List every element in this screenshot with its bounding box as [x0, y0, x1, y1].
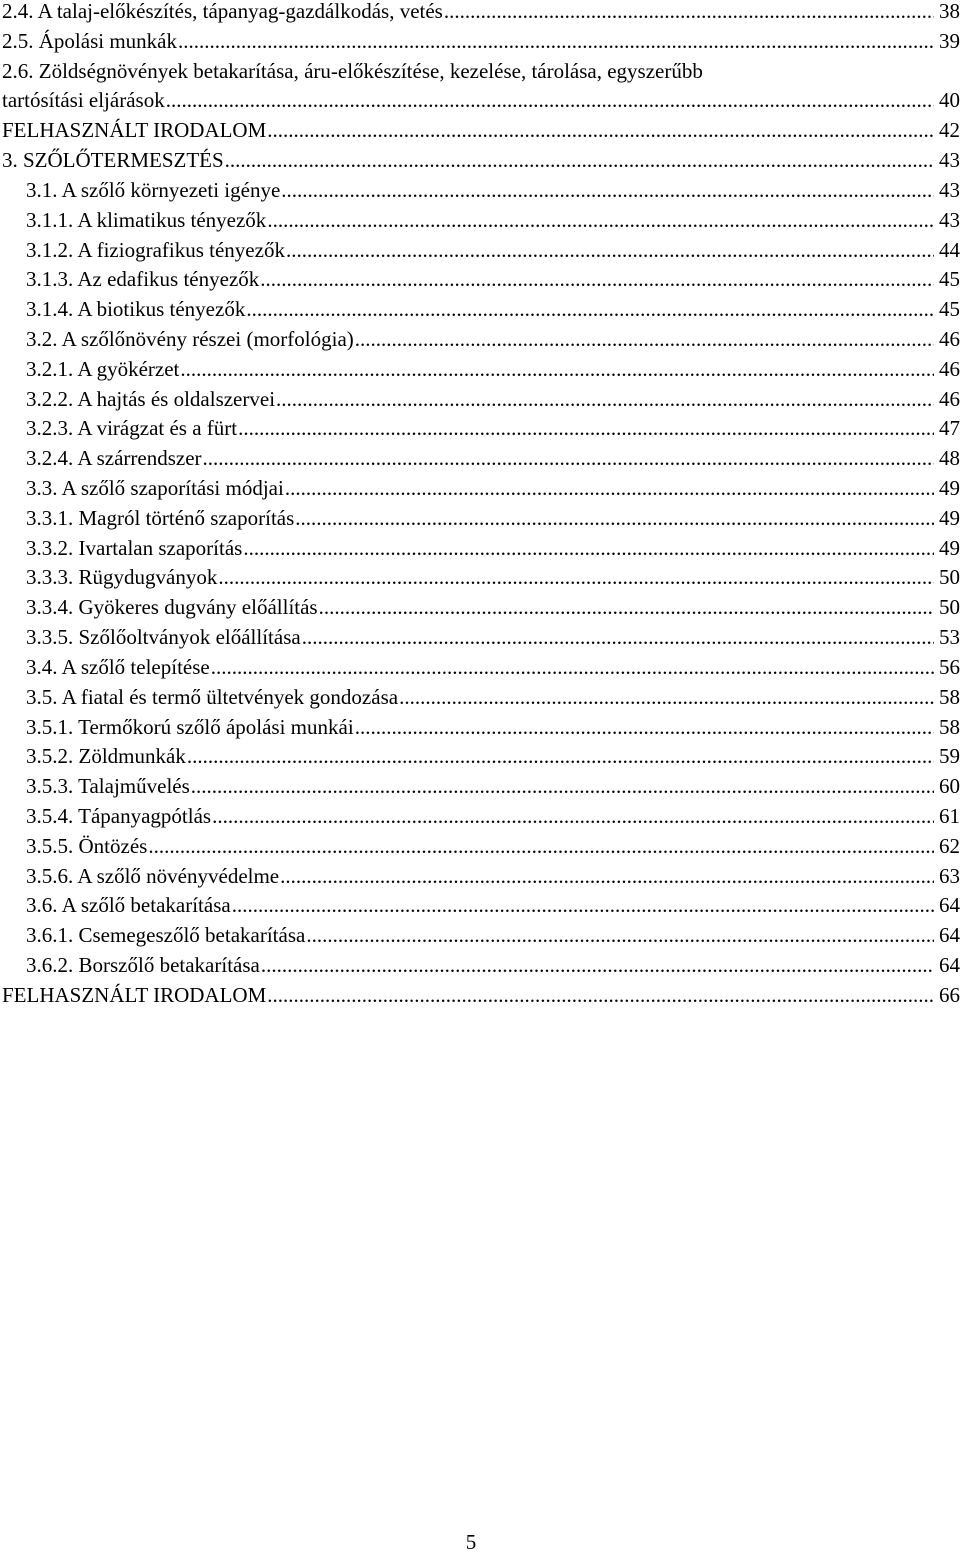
toc-entry-page: 62	[939, 833, 960, 858]
toc-entry-title: 3.1.1. A klimatikus tényezők	[26, 207, 267, 232]
dot-leader	[212, 802, 934, 832]
toc-entry[interactable]	[2, 146, 960, 176]
toc-entry-page: 47	[939, 416, 960, 441]
table-of-contents	[2, 0, 960, 1011]
toc-entry-title: 3.2.1. A gyökérzet	[26, 356, 180, 381]
toc-entry-title: 3.5. A fiatal és termő ültetvények gondozása	[26, 684, 399, 709]
toc-entry-page: 66	[939, 982, 960, 1007]
toc-entry[interactable]	[2, 355, 960, 385]
dot-leader	[444, 0, 934, 27]
toc-entry-title: 3.2.3. A virágzat és a fürt	[26, 416, 238, 441]
toc-entry-title: 3.3.3. Rügydugványok	[26, 565, 218, 590]
toc-entry-title: 2.5. Ápolási munkák	[2, 28, 177, 53]
toc-entry-title: 3.2. A szőlőnövény részei (morfológia)	[26, 326, 354, 351]
dot-leader	[355, 713, 934, 743]
toc-entry[interactable]	[2, 206, 960, 236]
toc-entry-title: 3.2.2. A hajtás és oldalszervei	[26, 386, 276, 411]
toc-entry[interactable]	[2, 504, 960, 534]
toc-entry-page: 45	[939, 297, 960, 322]
toc-entry-title: 3.6.2. Borszőlő betakarítása	[26, 953, 260, 977]
dot-leader	[286, 236, 934, 266]
dot-leader	[225, 146, 934, 176]
toc-entry-page: 64	[939, 923, 960, 948]
dot-leader	[306, 921, 934, 951]
dot-leader	[187, 742, 934, 772]
toc-entry-page: 49	[939, 535, 960, 560]
toc-entry[interactable]	[2, 0, 960, 27]
toc-entry[interactable]	[2, 116, 960, 146]
toc-entry-page: 45	[939, 267, 960, 292]
toc-entry-title: 3.3.2. Ivartalan szaporítás	[26, 535, 243, 560]
toc-entry[interactable]	[2, 176, 960, 206]
dot-leader	[319, 593, 934, 623]
toc-entry[interactable]	[2, 921, 960, 951]
toc-entry-title: 3. SZŐLŐTERMESZTÉS	[2, 148, 224, 173]
dot-leader	[267, 981, 934, 1011]
toc-entry[interactable]	[2, 414, 960, 444]
toc-entry-title: 3.3.4. Gyökeres dugvány előállítás	[26, 595, 318, 620]
dot-leader	[399, 683, 934, 713]
toc-entry-title: 3.5.3. Talajművelés	[26, 774, 190, 799]
toc-entry[interactable]	[2, 653, 960, 683]
dot-leader	[355, 325, 934, 355]
dot-leader	[178, 27, 934, 57]
toc-entry-page: 56	[939, 654, 960, 679]
toc-entry-page: 40	[939, 88, 960, 113]
toc-entry[interactable]	[2, 474, 960, 504]
toc-entry-page: 60	[939, 774, 960, 799]
dot-leader	[148, 832, 934, 862]
toc-entry[interactable]	[2, 236, 960, 266]
dot-leader	[260, 265, 934, 295]
toc-entry[interactable]	[2, 563, 960, 593]
dot-leader	[281, 176, 934, 206]
toc-entry-page: 42	[939, 118, 960, 143]
toc-entry-title: 3.1.2. A fiziografikus tényezők	[26, 237, 285, 262]
toc-entry-page: 39	[939, 28, 960, 53]
toc-entry[interactable]	[2, 534, 960, 564]
toc-entry[interactable]	[2, 891, 960, 921]
toc-entry-title: 3.5.6. A szőlő növényvédelme	[26, 863, 280, 888]
toc-entry-page: 61	[939, 803, 960, 828]
toc-entry[interactable]	[2, 772, 960, 802]
page-number: 5	[465, 1530, 477, 1554]
toc-entry-title: 3.4. A szőlő telepítése	[26, 654, 210, 679]
toc-entry-title: tartósítási eljárások	[2, 88, 165, 113]
toc-entry[interactable]	[2, 862, 960, 892]
toc-entry-page: 64	[939, 893, 960, 918]
dot-leader	[243, 534, 934, 564]
toc-entry-page: 49	[939, 476, 960, 500]
toc-entry-page: 59	[939, 744, 960, 769]
toc-entry[interactable]	[2, 444, 960, 474]
toc-entry-title: 3.6. A szőlő betakarítása	[26, 893, 231, 918]
toc-entry[interactable]	[2, 623, 960, 653]
toc-entry-title: 3.3.1. Magról történő szaporítás	[26, 505, 295, 530]
dot-leader	[295, 504, 934, 534]
toc-entry[interactable]	[2, 742, 960, 772]
dot-leader	[180, 355, 934, 385]
toc-entry-title: 3.5.2. Zöldmunkák	[26, 744, 186, 769]
dot-leader	[218, 563, 934, 593]
dot-leader	[302, 623, 934, 653]
toc-entry[interactable]	[2, 385, 960, 415]
toc-entry-page: 64	[939, 953, 960, 977]
toc-entry-title: 2.4. A talaj-előkészítés, tápanyag-gazdálkodás, vetés	[2, 0, 443, 23]
toc-entry[interactable]	[2, 295, 960, 325]
toc-entry-page: 46	[939, 356, 960, 381]
toc-entry[interactable]	[2, 713, 960, 743]
toc-entry-title: 3.1. A szőlő környezeti igénye	[26, 177, 281, 202]
toc-entry[interactable]	[2, 27, 960, 57]
toc-entry-page: 53	[939, 625, 960, 650]
dot-leader	[285, 474, 934, 504]
dot-leader	[267, 206, 934, 236]
toc-entry-page: 58	[939, 684, 960, 709]
dot-leader	[238, 414, 934, 444]
toc-entry-title: FELHASZNÁLT IRODALOM	[2, 118, 267, 143]
toc-entry-page: 49	[939, 505, 960, 530]
toc-entry-title: 3.1.3. Az edafikus tényezők	[26, 267, 260, 292]
toc-entry-title: FELHASZNÁLT IRODALOM	[2, 982, 267, 1007]
toc-entry-title-line: 2.6. Zöldségnövények betakarítása, áru-előkészítése, kezelése, tárolása, egyszerűbb	[2, 58, 703, 83]
toc-entry-page: 38	[939, 0, 960, 23]
toc-entry-title: 3.1.4. A biotikus tényezők	[26, 297, 246, 322]
dot-leader	[191, 772, 934, 802]
toc-entry-title: 3.5.4. Tápanyagpótlás	[26, 803, 212, 828]
toc-entry-page: 43	[939, 207, 960, 232]
dot-leader	[280, 862, 934, 892]
toc-entry-title: 3.5.5. Öntözés	[26, 833, 148, 858]
toc-entry-page: 50	[939, 595, 960, 620]
toc-entry[interactable]	[2, 951, 960, 981]
dot-leader	[267, 116, 934, 146]
dot-leader	[276, 385, 934, 415]
toc-entry-title: 3.3. A szőlő szaporítási módjai	[26, 476, 284, 500]
toc-entry-page: 43	[939, 148, 960, 173]
dot-leader	[211, 653, 934, 683]
toc-entry[interactable]	[2, 86, 960, 116]
dot-leader	[261, 951, 934, 981]
toc-entry[interactable]	[2, 265, 960, 295]
toc-entry[interactable]	[2, 593, 960, 623]
toc-entry-page: 63	[939, 863, 960, 888]
toc-entry-title: 3.2.4. A szárrendszer	[26, 446, 202, 471]
toc-entry-page: 43	[939, 177, 960, 202]
toc-entry[interactable]	[2, 981, 960, 1011]
toc-entry[interactable]	[2, 832, 960, 862]
toc-entry-page: 46	[939, 326, 960, 351]
dot-leader	[232, 891, 934, 921]
dot-leader	[166, 86, 934, 116]
toc-entry-title: 3.3.5. Szőlőoltványok előállítása	[26, 625, 301, 650]
toc-entry[interactable]	[2, 325, 960, 355]
dot-leader	[203, 444, 934, 474]
toc-entry-page: 48	[939, 446, 960, 471]
toc-entry-page: 44	[939, 237, 960, 262]
toc-entry-title: 3.6.1. Csemegeszőlő betakarítása	[26, 923, 306, 948]
toc-entry[interactable]	[2, 802, 960, 832]
dot-leader	[246, 295, 934, 325]
toc-entry-page: 50	[939, 565, 960, 590]
toc-entry[interactable]	[2, 683, 960, 713]
toc-entry-title: 3.5.1. Termőkorú szőlő ápolási munkái	[26, 714, 354, 739]
toc-entry-page: 58	[939, 714, 960, 739]
toc-entry-page: 46	[939, 386, 960, 411]
